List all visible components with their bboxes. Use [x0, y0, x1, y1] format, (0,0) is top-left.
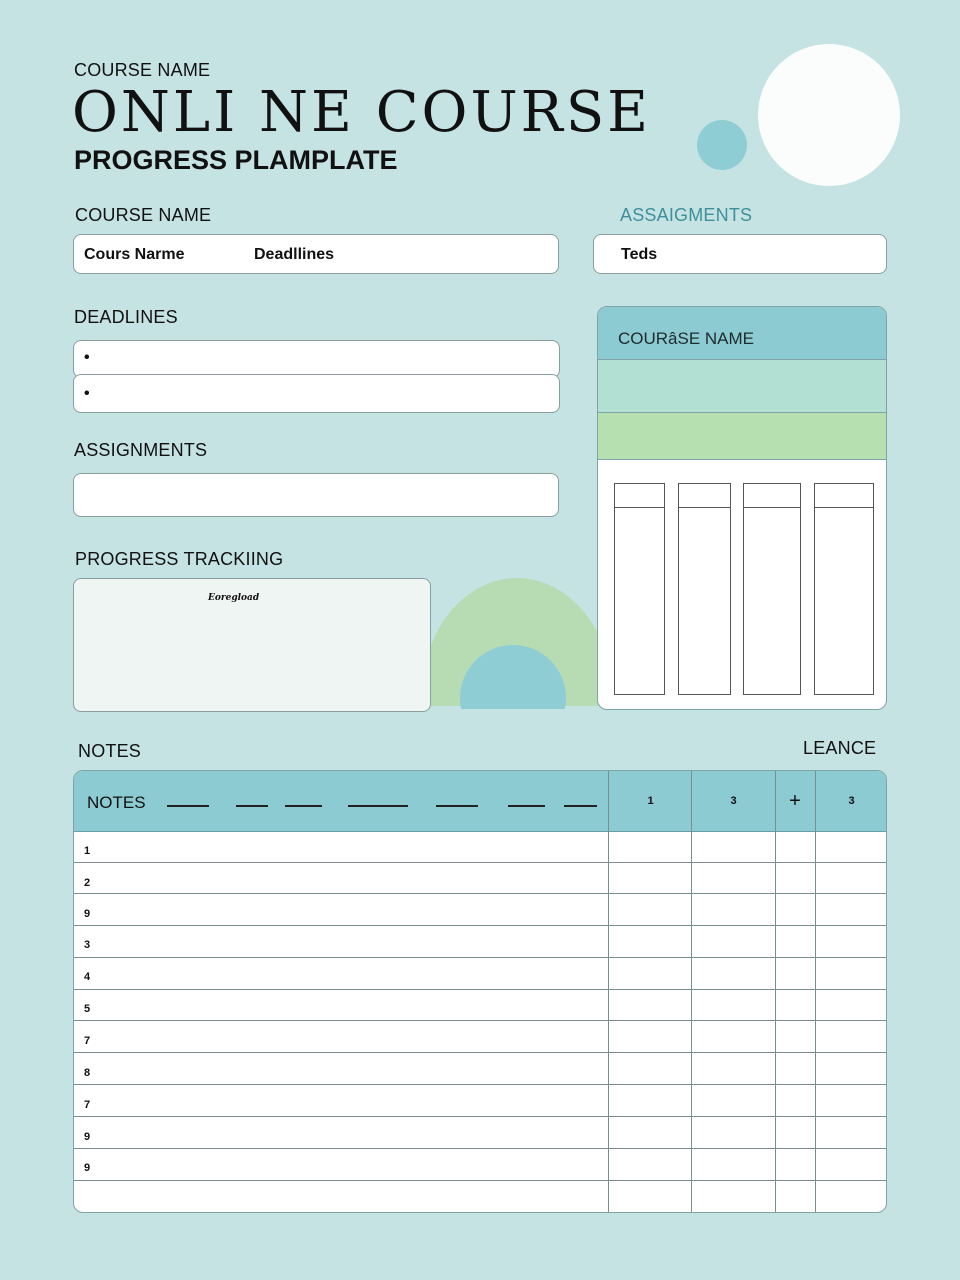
course-name-field-text: Cours Narme — [84, 246, 185, 263]
table-row-number: 9 — [84, 1162, 91, 1174]
row-divider — [74, 1116, 886, 1117]
assignments-top-field[interactable] — [593, 234, 887, 274]
notes-label: NOTES — [78, 741, 142, 761]
notes-column-header: 1 — [647, 795, 654, 807]
notes-table — [73, 770, 887, 1213]
deadline-field-1[interactable] — [73, 340, 560, 378]
assignments-field[interactable] — [73, 473, 559, 517]
row-divider — [74, 1020, 886, 1021]
table-row-number: 5 — [84, 1003, 91, 1015]
course-card — [597, 306, 887, 710]
table-row-number: 8 — [84, 1067, 91, 1079]
progress-tracking-box[interactable] — [73, 578, 431, 712]
deadline-bullet-1: • — [84, 349, 90, 366]
column-divider — [608, 771, 609, 1212]
course-deadlines-field-text: Deadllines — [254, 246, 335, 263]
progress-tracking-label: PROGRESS TRACKIING — [75, 549, 284, 569]
page-subtitle: PROGRESS PLAMPLATE — [74, 145, 398, 175]
notes-table-header — [74, 771, 886, 832]
row-divider — [74, 1052, 886, 1053]
header-dash — [236, 805, 268, 807]
table-row-number: 7 — [84, 1035, 91, 1047]
row-divider — [74, 893, 886, 894]
course-card-title: COURâSE NAME — [618, 329, 755, 348]
decorative-small-circle — [697, 120, 747, 170]
header-eyebrow: COURSE NAME — [74, 60, 211, 80]
decorative-large-circle — [758, 44, 900, 186]
column-divider — [775, 771, 776, 1212]
table-row-number: 9 — [84, 1131, 91, 1143]
header-dash — [564, 805, 597, 807]
row-divider — [74, 989, 886, 990]
header-dash — [167, 805, 209, 807]
deadlines-label: DEADLINES — [74, 307, 178, 327]
assignments-label: ASSIGNMENTS — [74, 440, 208, 460]
course-card-column — [743, 483, 801, 695]
course-card-band-mint — [598, 360, 886, 413]
course-card-column — [814, 483, 874, 695]
header-dash — [436, 805, 478, 807]
assignments-top-field-text: Teds — [621, 246, 658, 263]
course-card-column — [678, 483, 731, 695]
notes-table-header-label: NOTES — [87, 793, 146, 812]
row-divider — [74, 925, 886, 926]
decorative-teal-half-circle — [460, 645, 566, 751]
header-dash — [508, 805, 545, 807]
row-divider — [74, 1180, 886, 1181]
table-row-number: 2 — [84, 877, 91, 889]
course-card-column — [614, 483, 665, 695]
row-divider — [74, 1084, 886, 1085]
course-name-field[interactable] — [73, 234, 559, 274]
course-card-header — [598, 307, 886, 360]
table-row-number: 7 — [84, 1099, 91, 1111]
row-divider — [74, 1148, 886, 1149]
column-divider — [691, 771, 692, 1212]
table-row-number: 3 — [84, 939, 91, 951]
deadline-bullet-2: • — [84, 385, 90, 402]
assignments-top-label: ASSAIGMENTS — [620, 205, 753, 225]
course-card-band-green — [598, 413, 886, 460]
progress-box-text: Eoregload — [208, 593, 260, 603]
table-row-number: 4 — [84, 971, 91, 983]
notes-column-header: 3 — [730, 795, 737, 807]
page-title: ONLI NE COURSE — [72, 80, 652, 145]
column-divider — [815, 771, 816, 1212]
row-divider — [74, 957, 886, 958]
notes-column-header: + — [789, 789, 801, 812]
course-name-label: COURSE NAME — [75, 205, 212, 225]
table-row-number: 1 — [84, 845, 91, 857]
header-dash — [285, 805, 322, 807]
notes-column-header: 3 — [848, 795, 855, 807]
header-dash — [348, 805, 408, 807]
row-divider — [74, 862, 886, 863]
notes-right-label: LEANCE — [803, 738, 877, 758]
deadline-field-2[interactable] — [73, 374, 560, 413]
table-row-number: 9 — [84, 908, 91, 920]
